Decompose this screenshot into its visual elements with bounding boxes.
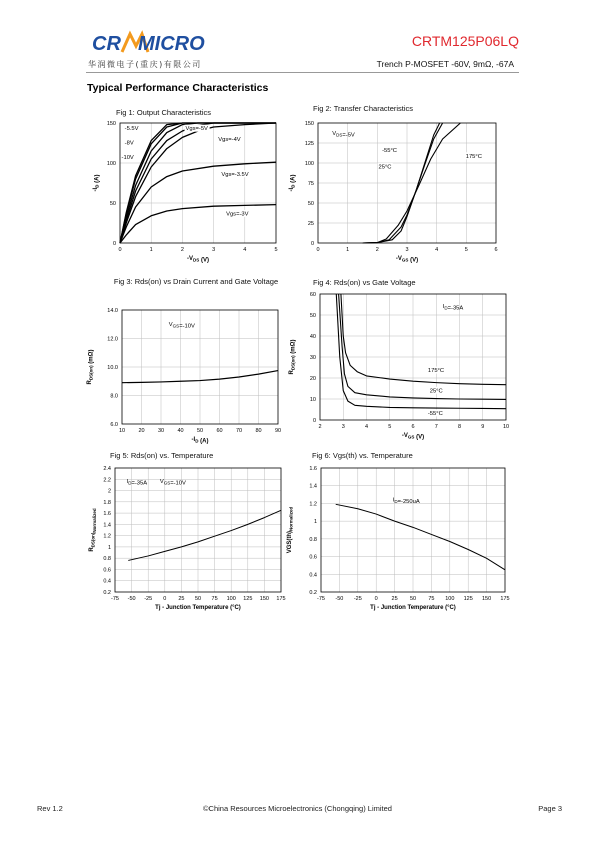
fig5-x-tick-label: -25 [144,596,153,602]
fig6-series-line [336,504,505,570]
fig2-x-tick-label: 6 [494,247,498,253]
header-divider [86,72,519,73]
fig1-x-axis-label: $-V_{DS}$ (V) [187,256,209,264]
fig1-title: Fig 1: Output Characteristics [116,108,212,117]
fig2-annotation: $V_{DS}=-5V$ [332,131,355,139]
fig3-x-tick-label: 30 [157,428,165,434]
fig2-curve-label: 25°C [378,164,392,171]
fig5-x-tick-label: -75 [111,596,119,602]
fig5-x-tick-label: 150 [259,596,269,602]
fig3-x-axis-label: $-I_D$ (A) [191,437,209,445]
fig4-curve-label: -55°C [427,410,443,417]
fig5-y-axis-label: $R_{DS(on)Normalized}$ [89,508,97,552]
fig2-y-tick-label: 150 [304,121,314,127]
fig1-y-axis-label: $-I_D$ (A) [93,174,101,192]
fig5-y-tick-label: 2.2 [103,477,111,484]
fig6-x-axis-label: Tj - Junction Temperature (°C) [370,605,456,611]
fig3-y-tick-label: 12.0 [107,336,118,343]
fig2-x-tick-label: 0 [316,247,320,253]
fig3-annotation: $V_{GS}=-10V$ [168,321,195,330]
fig1-x-tick-label: 5 [274,247,278,253]
company-name-cn: 华润微电子(重庆)有限公司 [88,60,202,69]
fig6-x-tick-label: 125 [463,596,473,602]
fig2-chart [283,115,503,275]
fig6-x-tick-label: -25 [353,596,362,602]
fig4-y-tick-label: 50 [309,313,316,319]
fig6-x-tick-label: -50 [335,596,344,602]
product-subtitle: Trench P-MOSFET -60V, 9mΩ, -67A [376,59,514,69]
fig6-y-axis-label: $VGS(th)_{Normalized}$ [287,506,294,554]
fig4-curve-label: 175°C [427,368,445,375]
fig4-curve-label: 25°C [429,388,443,395]
fig2-x-axis-label: $-V_{GS}$ (V) [395,256,419,264]
fig5-y-tick-label: 1.6 [103,511,111,518]
fig3-y-tick-label: 6.0 [110,422,118,428]
fig5-x-tick-label: -50 [127,596,136,602]
fig6-x-tick-label: 25 [391,596,398,602]
fig1-x-tick-label: 3 [212,247,216,253]
fig4-x-tick-label: 8 [457,424,462,430]
fig1-chart [85,115,285,275]
fig6-y-tick-label: 0.6 [309,554,317,561]
fig1-x-tick-label: 4 [243,247,247,253]
fig6-y-tick-label: 1.2 [309,501,317,508]
fig4-y-tick-label: 30 [309,355,316,361]
fig2-x-tick-label: 1 [346,247,350,253]
fig4-x-axis-label: $-V_{GS}$ (V) [401,433,425,441]
fig5-series-line [128,510,281,560]
fig5-y-tick-label: 1 [107,544,111,551]
fig5-y-tick-label: 0.4 [103,578,111,585]
fig1-curve-label: Vgs=-4V [218,137,241,143]
fig3-chart [85,300,285,450]
fig6-x-tick-label: 100 [445,596,455,602]
logo-rest-text: MICRO [138,33,205,55]
fig1-curve-label: -8V [124,140,134,147]
fig6-x-tick-label: 175 [500,596,510,602]
fig4-y-tick-label: 0 [312,418,316,424]
fig5-y-tick-label: 0.2 [103,590,111,596]
fig6-annotation: $I_D=-250uA$ [392,497,420,505]
fig2-y-tick-label: 0 [310,241,314,247]
fig4-series-line [336,294,506,409]
fig4-x-tick-label: 5 [388,424,392,430]
fig4-y-tick-label: 40 [309,334,316,340]
fig3-x-tick-label: 10 [118,428,126,434]
fig5-y-tick-label: 2.4 [103,466,111,472]
fig5-x-tick-label: 75 [211,596,218,602]
fig4-x-tick-label: 3 [341,424,345,430]
fig1-curve-label: Vgs=-3.5V [221,171,249,178]
fig1-curve-label: -10V [121,155,134,161]
fig6-title: Fig 6: Vgs(th) vs. Temperature [312,451,413,460]
fig2-curve-label: 175°C [465,153,482,160]
fig3-x-tick-label: 70 [235,428,243,434]
fig5-x-tick-label: 50 [194,596,202,602]
footer-revision: Rev 1.2 [37,804,63,813]
fig2-y-tick-label: 75 [307,181,314,187]
fig3-x-tick-label: 50 [196,428,204,434]
fig2-x-tick-label: 2 [375,247,379,253]
fig4-annotation: $I_D=-35A$ [442,303,464,312]
fig6-y-tick-label: 0.8 [309,536,317,543]
fig4-x-tick-label: 7 [434,424,438,430]
fig5-x-tick-label: 0 [163,596,167,602]
fig4-x-tick-label: 6 [411,424,415,430]
fig4-y-tick-label: 60 [309,292,316,298]
fig1-curve-label: Vgs=-3V [226,211,249,218]
fig1-x-tick-label: 2 [180,247,184,253]
fig5-y-tick-label: 1.8 [103,499,111,506]
fig2-x-tick-label: 3 [405,247,409,253]
fig3-title: Fig 3: Rds(on) vs Drain Current and Gate Voltage [113,277,279,286]
fig4-x-tick-label: 10 [502,424,510,430]
fig5-x-tick-label: 175 [276,596,286,602]
fig2-curve-label: -55°C [382,147,397,154]
fig4-x-tick-label: 2 [318,424,322,430]
fig6-x-tick-label: 0 [374,596,378,602]
fig3-y-axis-label: $R_{DS(on)}$ (mΩ) [87,349,95,385]
fig1-y-tick-label: 0 [112,241,116,247]
footer-page: Page 3 [538,804,562,813]
fig2-x-tick-label: 5 [464,247,468,253]
fig6-chart [283,462,513,627]
fig1-curve-label: -5.5V [124,126,139,133]
logo-graphic [92,28,212,58]
fig3-x-tick-label: 90 [274,428,282,434]
fig1-curve-label: Vgs=-5V [185,126,208,133]
fig5-y-tick-label: 1.2 [103,533,111,540]
fig6-x-tick-label: 50 [409,596,417,602]
company-logo [92,28,212,58]
fig5-x-tick-label: 100 [226,596,236,602]
fig4-y-tick-label: 10 [309,397,316,403]
fig4-title: Fig 4: Rds(on) vs Gate Voltage [313,278,416,287]
fig4-chart [283,288,513,448]
fig2-y-axis-label: $-I_D$ (A) [289,174,297,192]
fig5-annotation: $V_{GS}=-10V$ [159,478,186,487]
fig5-y-tick-label: 1.4 [103,522,111,529]
fig3-x-tick-label: 60 [216,428,223,434]
fig1-x-tick-label: 1 [149,247,153,253]
fig5-chart [85,462,290,627]
fig2-y-tick-label: 100 [304,161,314,167]
fig5-annotation: $I_D=-35A$ [126,478,148,487]
fig4-y-axis-label: $R_{DS(on)}$ (mΩ) [289,339,297,375]
fig3-y-tick-label: 14.0 [107,308,118,314]
fig3-y-tick-label: 8.0 [110,393,118,400]
fig5-title: Fig 5: Rds(on) vs. Temperature [110,451,214,460]
fig6-y-tick-label: 1.4 [309,483,317,490]
fig6-x-tick-label: 150 [482,596,492,602]
part-number: CRTM125P06LQ [411,33,519,49]
fig5-x-tick-label: 125 [243,596,253,602]
footer-copyright: ©China Resources Microelectronics (Chongqing) Limited [203,804,392,813]
fig6-y-tick-label: 0.2 [309,590,317,596]
fig6-y-tick-label: 1 [313,519,317,526]
fig5-x-axis-label: Tj - Junction Temperature (°C) [155,605,241,611]
fig1-y-tick-label: 100 [106,161,116,167]
fig6-x-tick-label: 75 [428,596,435,602]
fig1-y-tick-label: 50 [109,201,116,207]
fig5-y-tick-label: 0.8 [103,556,111,563]
fig1-x-tick-label: 0 [118,247,122,253]
fig4-series-line [339,294,506,399]
fig5-x-tick-label: 25 [178,596,185,602]
fig5-y-tick-label: 2 [107,488,111,495]
fig2-y-tick-label: 125 [304,141,314,147]
fig4-x-tick-label: 4 [364,424,369,430]
fig1-y-tick-label: 150 [106,121,116,127]
fig6-y-tick-label: 1.6 [309,466,317,472]
fig3-x-tick-label: 40 [177,428,184,434]
fig2-y-tick-label: 50 [307,201,314,207]
fig6-y-tick-label: 0.4 [309,572,317,579]
fig2-title: Fig 2: Transfer Characteristics [313,104,414,113]
fig5-y-tick-label: 0.6 [103,567,111,574]
fig3-y-tick-label: 10.0 [107,365,118,371]
fig3-x-tick-label: 20 [138,428,145,434]
fig2-y-tick-label: 25 [307,221,314,227]
section-title: Typical Performance Characteristics [87,82,269,94]
fig4-x-tick-label: 9 [481,424,485,430]
fig2-x-tick-label: 4 [435,247,439,253]
fig1-series-line [120,123,276,243]
fig4-series-line [341,294,506,385]
logo-cr-text: CR [92,33,121,55]
fig6-x-tick-label: -75 [317,596,325,602]
fig4-y-tick-label: 20 [309,376,316,382]
fig1-series-line [120,205,276,243]
fig3-x-tick-label: 80 [255,428,262,434]
